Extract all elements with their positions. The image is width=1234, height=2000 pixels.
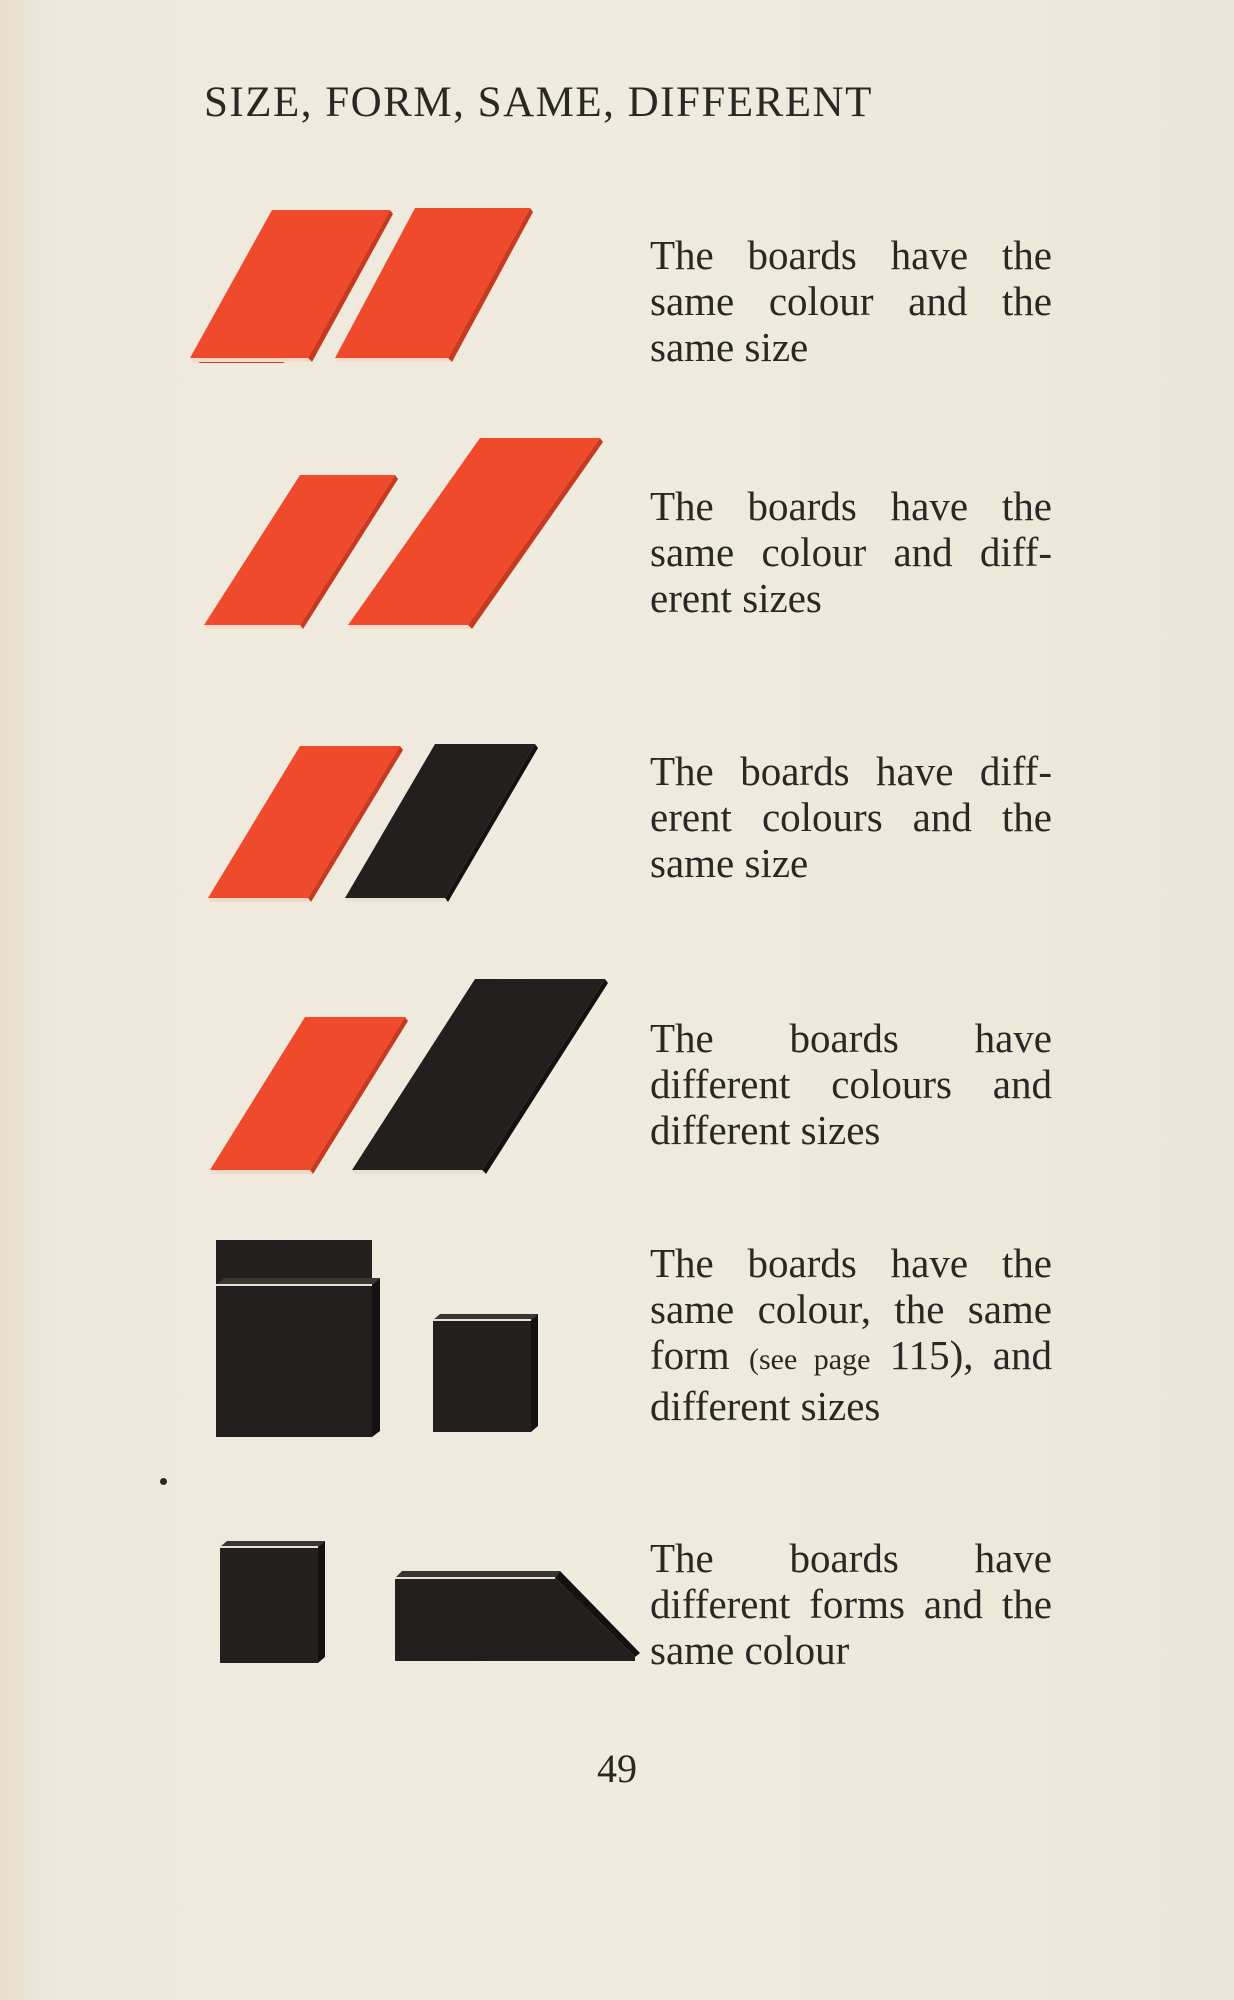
caption-5-end: 115), and different sizes xyxy=(650,1332,1053,1429)
red-and-black-boards-same-size-figure xyxy=(190,740,610,910)
caption-5-main: The boards have the same colour, the same form xyxy=(650,1240,1052,1378)
ink-speck xyxy=(160,1478,167,1485)
caption-2-text: The boards have the same colour and diff-erent sizes xyxy=(650,483,1052,621)
two-red-boards-same-size-figure xyxy=(190,200,610,380)
caption-1: The boards have the same colour and the same size xyxy=(650,232,1052,370)
black-square-and-trapezoid-figure xyxy=(190,1535,650,1675)
caption-4: The boards have different colours and different sizes xyxy=(650,1015,1052,1153)
caption-5 xyxy=(650,1240,1052,1429)
caption-6: The boards have different forms and the same colour xyxy=(650,1535,1052,1673)
caption-3: The boards have diff-erent colours and the same size xyxy=(650,748,1052,886)
red-and-black-boards-different-sizes-figure xyxy=(190,975,610,1185)
caption-2 xyxy=(650,483,1052,621)
caption-5-note: (see page xyxy=(748,1343,871,1376)
page-heading: SIZE, FORM, SAME, DIFFERENT xyxy=(204,79,873,126)
page-number: 49 xyxy=(597,1746,637,1791)
red-boards-different-sizes-figure xyxy=(190,435,610,635)
black-squares-different-sizes-figure xyxy=(190,1240,610,1440)
